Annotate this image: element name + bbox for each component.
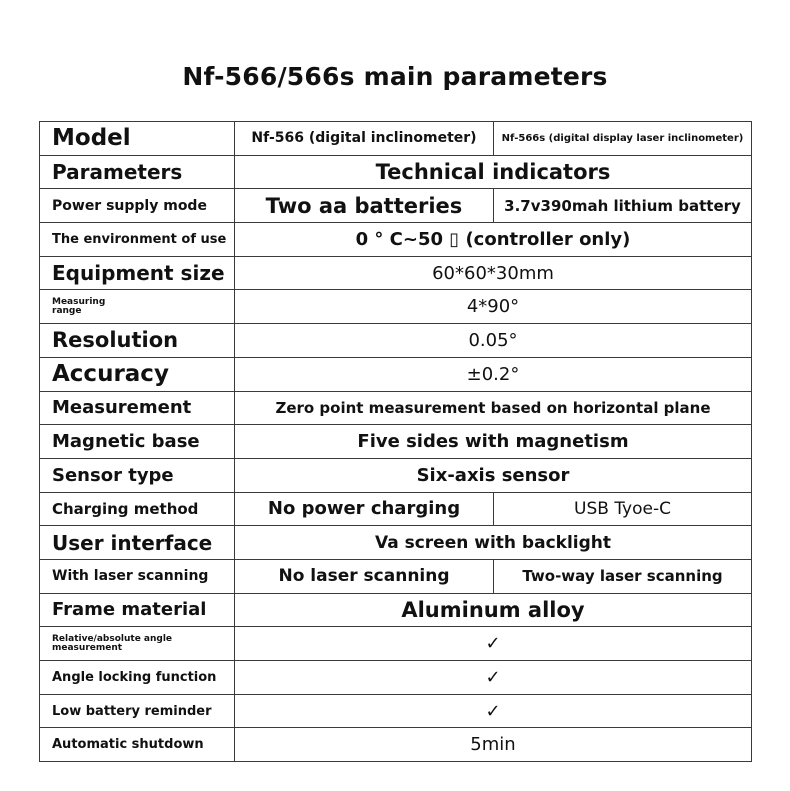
cell-size: 60*60*30mm bbox=[235, 256, 752, 290]
technical-indicators-header: Technical indicators bbox=[235, 155, 752, 189]
cell-range: 4*90° bbox=[235, 290, 752, 324]
cell-charging-nf566s: USB Tyoe-C bbox=[494, 492, 752, 526]
table-row-range bbox=[40, 290, 752, 324]
relative-label-line1: Relative/absolute angle bbox=[52, 633, 173, 644]
table-row-ui bbox=[40, 526, 752, 560]
cell-environment: 0 ° C~50 ▯ (controller only) bbox=[235, 223, 752, 257]
cell-relative-check: ✓ bbox=[235, 627, 752, 661]
cell-laser-nf566: No laser scanning bbox=[235, 559, 494, 593]
cell-power-nf566s: 3.7v390mah lithium battery bbox=[494, 189, 752, 223]
cell-laser-nf566s: Two-way laser scanning bbox=[494, 559, 752, 593]
cell-locking-check: ✓ bbox=[235, 661, 752, 695]
range-label-line2: range bbox=[52, 305, 82, 316]
cell-accuracy: ±0.2° bbox=[235, 357, 752, 391]
relative-label-line2: measurement bbox=[52, 642, 123, 653]
table-row-environment bbox=[40, 223, 752, 257]
range-label-line1: Measuring bbox=[52, 296, 106, 307]
cell-magnetic: Five sides with magnetism bbox=[235, 425, 752, 459]
cell-battery-check: ✓ bbox=[235, 694, 752, 728]
page-title: Nf-566/566s main parameters bbox=[182, 62, 608, 91]
cell-charging-nf566: No power charging bbox=[235, 492, 494, 526]
cell-sensor: Six-axis sensor bbox=[235, 458, 752, 492]
table-row-size bbox=[40, 256, 752, 290]
table-row-sensor bbox=[40, 458, 752, 492]
cell-frame: Aluminum alloy bbox=[235, 593, 752, 627]
row-label-size: Equipment size bbox=[40, 256, 235, 290]
row-label-sensor: Sensor type bbox=[40, 458, 235, 492]
row-label-battery: Low battery reminder bbox=[40, 694, 235, 728]
table-row-relative bbox=[40, 627, 752, 661]
row-label-model: Model bbox=[40, 122, 235, 156]
row-label-frame: Frame material bbox=[40, 593, 235, 627]
table-row-shutdown bbox=[40, 728, 752, 762]
row-label-shutdown: Automatic shutdown bbox=[40, 728, 235, 762]
row-label-range bbox=[40, 290, 235, 324]
row-label-ui: User interface bbox=[40, 526, 235, 560]
table-row-charging bbox=[40, 492, 752, 526]
row-label-magnetic: Magnetic base bbox=[40, 425, 235, 459]
col-header-nf566: Nf-566 (digital inclinometer) bbox=[235, 122, 494, 156]
row-label-locking: Angle locking function bbox=[40, 661, 235, 695]
parameters-table bbox=[39, 121, 752, 762]
cell-resolution: 0.05° bbox=[235, 324, 752, 358]
row-label-parameters: Parameters bbox=[40, 155, 235, 189]
table-row-accuracy bbox=[40, 357, 752, 391]
row-label-relative bbox=[40, 627, 235, 661]
row-label-laser: With laser scanning bbox=[40, 559, 235, 593]
cell-measurement: Zero point measurement based on horizontal plane bbox=[235, 391, 752, 425]
row-label-charging: Charging method bbox=[40, 492, 235, 526]
col-header-nf566s: Nf-566s (digital display laser inclinometer) bbox=[494, 122, 752, 156]
row-label-power: Power supply mode bbox=[40, 189, 235, 223]
row-label-measurement: Measurement bbox=[40, 391, 235, 425]
table-row-parameters bbox=[40, 155, 752, 189]
row-label-accuracy: Accuracy bbox=[40, 357, 235, 391]
cell-ui: Va screen with backlight bbox=[235, 526, 752, 560]
cell-shutdown: 5min bbox=[235, 728, 752, 762]
table-row-model bbox=[40, 122, 752, 156]
row-label-resolution: Resolution bbox=[40, 324, 235, 358]
table-row-locking bbox=[40, 661, 752, 695]
table-row-resolution bbox=[40, 324, 752, 358]
table-row-laser bbox=[40, 559, 752, 593]
cell-power-nf566: Two aa batteries bbox=[235, 189, 494, 223]
table-row-power bbox=[40, 189, 752, 223]
table-row-measurement bbox=[40, 391, 752, 425]
table-row-battery bbox=[40, 694, 752, 728]
row-label-environment: The environment of use bbox=[40, 223, 235, 257]
table-row-frame bbox=[40, 593, 752, 627]
table-row-magnetic bbox=[40, 425, 752, 459]
